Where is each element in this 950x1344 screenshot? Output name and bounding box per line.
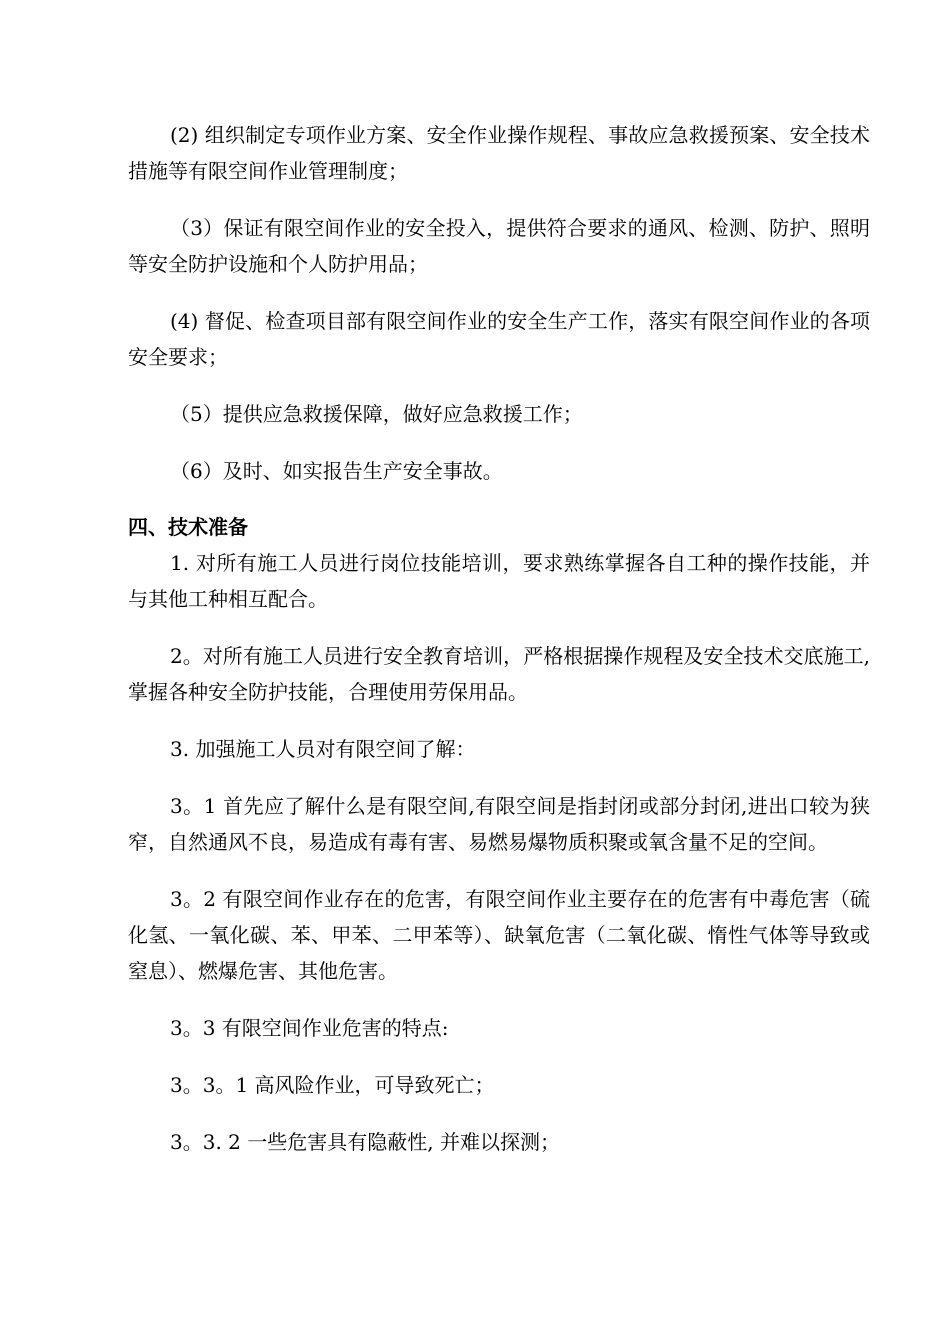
paragraph-duty-4: (4) 督促、检查项目部有限空间作业的安全生产工作，落实有限空间作业的各项安全要求； <box>128 309 870 369</box>
section-heading: 四、技术准备 <box>128 515 248 539</box>
paragraph-duty-5: （5）提供应急救援保障，做好应急救援工作； <box>170 402 583 426</box>
paragraph-tech-3: 3. 加强施工人员对有限空间了解： <box>170 737 476 761</box>
paragraph-tech-3-3-2: 3。3. 2 一些危害具有隐蔽性, 并难以探测； <box>170 1130 560 1154</box>
paragraph-tech-3-1: 3。1 首先应了解什么是有限空间,有限空间是指封闭或部分封闭,进出口较为狭窄，自然通风不良，易造成有毒有害、易燃易爆物质积聚或氧含量不足的空间。 <box>128 794 870 854</box>
paragraph-tech-3-3-1: 3。3。1 高风险作业，可导致死亡； <box>170 1073 495 1097</box>
paragraph-tech-3-3: 3。3 有限空间作业危害的特点: <box>170 1016 449 1040</box>
document-body <box>128 117 870 1160</box>
paragraph-tech-2: 2。对所有施工人员进行安全教育培训，严格根据操作规程及安全技术交底施工,掌握各种安全防护技能，合理使用劳保用品。 <box>128 644 870 704</box>
paragraph-duty-3: （3）保证有限空间作业的安全投入，提供符合要求的通风、检测、防护、照明等安全防护设施和个人防护用品； <box>128 216 870 276</box>
paragraph-duty-2: (2) 组织制定专项作业方案、安全作业操作规程、事故应急救援预案、安全技术措施等有限空间作业管理制度； <box>128 123 870 183</box>
paragraph-duty-6: （6）及时、如实报告生产安全事故。 <box>170 459 503 483</box>
paragraph-tech-1: 1. 对所有施工人员进行岗位技能培训，要求熟练掌握各自工种的操作技能，并与其他工种相互配合。 <box>128 551 870 611</box>
paragraph-tech-3-2: 3。2 有限空间作业存在的危害，有限空间作业主要存在的危害有中毒危害（硫化氢、一氧化碳、苯、甲苯、二甲苯等）、缺氧危害（二氧化碳、惰性气体等导致或窒息）、燃爆危害、其他危害。 <box>128 887 870 983</box>
